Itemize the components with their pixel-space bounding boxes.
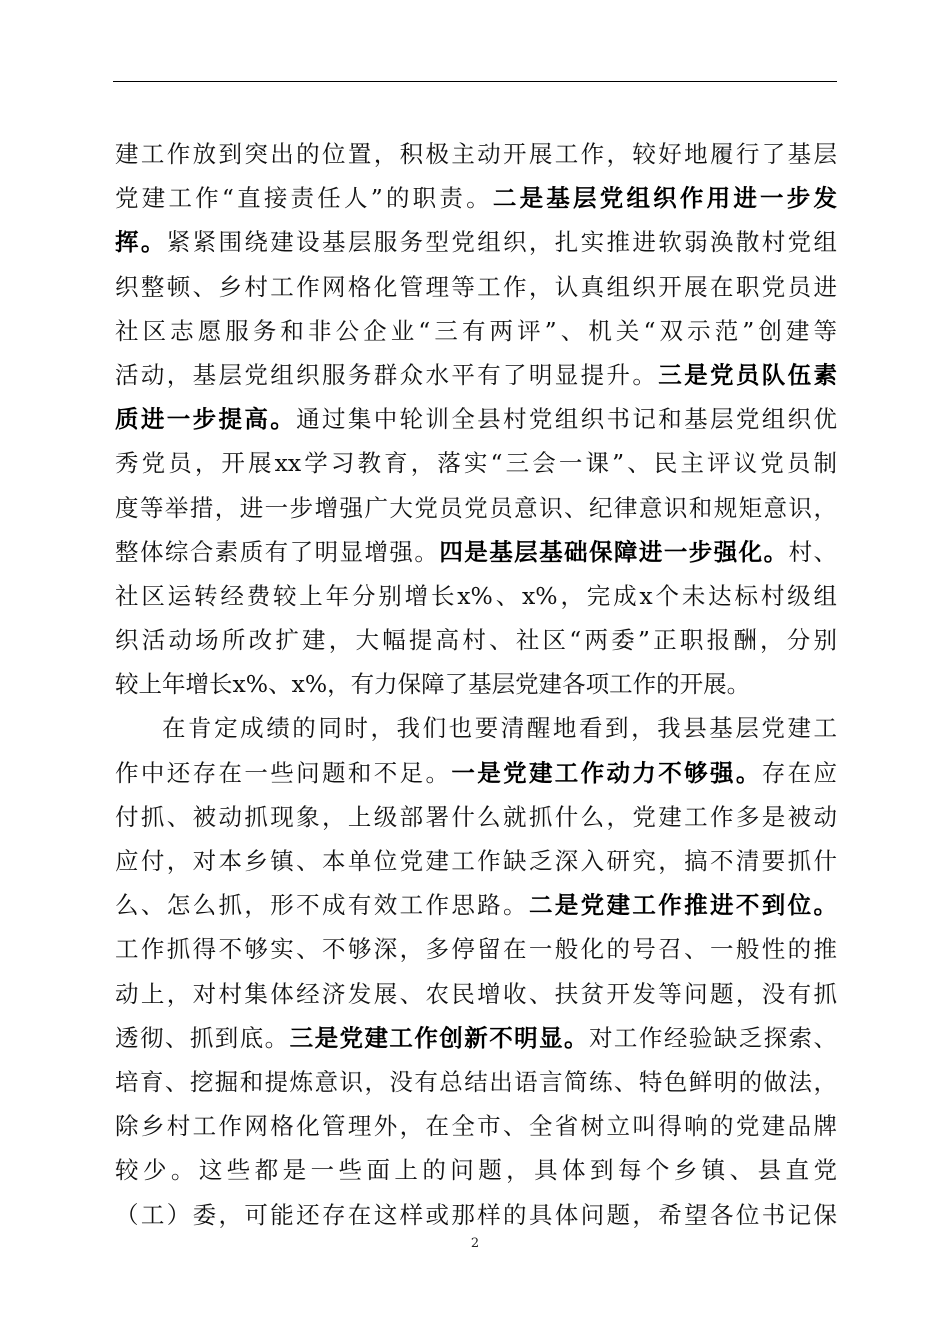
text-line <box>115 574 837 618</box>
text-run: 度等举措，进一步增强广大党员党员意识、纪律意识和规矩意识， <box>115 493 837 522</box>
text-line <box>115 795 837 839</box>
text-run: 党建工作“直接责任人”的职责。 <box>115 184 493 213</box>
text-run: 较上年增长x%、x%，有力保障了基层党建各项工作的开展。 <box>115 670 751 699</box>
text-run: 存在应 <box>761 758 838 787</box>
text-run: 作中还存在一些问题和不足。 <box>115 758 452 787</box>
text-line <box>115 353 837 397</box>
bold-heading-run: 二是党建工作推进不到位。 <box>528 891 838 920</box>
text-line <box>115 618 837 662</box>
bold-heading-run: 三是党建工作创新不明显。 <box>289 1023 589 1052</box>
text-line <box>115 839 837 883</box>
text-line <box>115 397 837 441</box>
text-run: 应付，对本乡镇、本单位党建工作缺乏深入研究，搞不清要抓什 <box>115 847 837 875</box>
page-number: 2 <box>470 1236 480 1251</box>
bold-heading-run: 二是基层党组织作用进一步发 <box>492 184 837 213</box>
text-run: 通过集中轮训全县村党组织书记和基层党组织优 <box>296 405 838 434</box>
text-line <box>115 220 837 264</box>
text-run: 社区运转经费较上年分别增长x%、x%，完成x个未达标村级组 <box>115 581 837 610</box>
text-run: 整体综合素质有了明显增强。 <box>115 537 440 566</box>
text-line <box>115 1060 837 1104</box>
text-line <box>115 1016 837 1060</box>
bold-heading-run: 三是党员队伍素 <box>658 360 838 389</box>
text-run: 么、怎么抓，形不成有效工作思路。 <box>115 891 529 920</box>
text-line <box>115 1193 837 1237</box>
text-run: （工）委，可能还存在这样或那样的具体问题，希望各位书记保 <box>115 1200 837 1229</box>
text-line <box>115 441 837 485</box>
text-run: 秀党员，开展xx学习教育，落实“三会一课”、民主评议党员制 <box>115 449 837 478</box>
text-run: 付抓、被动抓现象，上级部署什么就抓什么，党建工作多是被动 <box>115 802 837 831</box>
text-line <box>115 1104 837 1148</box>
header-rule <box>113 81 837 82</box>
text-run: 织整顿、乡村工作网格化管理等工作，认真组织开展在职党员进 <box>115 272 837 301</box>
text-run: 动上，对村集体经济发展、农民增收、扶贫开发等问题，没有抓 <box>115 979 837 1008</box>
text-run: 工作抓得不够实、不够深，多停留在一般化的号召、一般性的推 <box>115 935 837 964</box>
text-run: 除乡村工作网格化管理外，在全市、全省树立叫得响的党建品牌 <box>115 1112 837 1141</box>
paragraph-problems <box>115 706 837 1236</box>
text-line <box>115 176 837 220</box>
paragraph-achievements <box>115 132 837 706</box>
text-line <box>115 530 837 574</box>
text-run: 培育、挖掘和提炼意识，没有总结出语言简练、特色鲜明的做法， <box>115 1067 837 1096</box>
text-line <box>115 662 837 706</box>
text-run: 活动，基层党组织服务群众水平有了明显提升。 <box>115 360 659 389</box>
text-line <box>115 706 837 750</box>
text-line <box>115 883 837 927</box>
text-line <box>115 309 837 353</box>
bold-heading-run: 一是党建工作动力不够强。 <box>451 758 762 787</box>
text-run: 较少。这些都是一些面上的问题，具体到每个乡镇、县直党 <box>115 1156 837 1185</box>
text-run: 织活动场所改扩建，大幅提高村、社区“两委”正职报酬，分别 <box>115 626 837 655</box>
text-line <box>115 1148 837 1192</box>
text-run: 对工作经验缺乏探索、 <box>588 1023 838 1052</box>
text-line <box>115 132 837 176</box>
text-run: 村、 <box>788 537 838 566</box>
text-line <box>115 927 837 971</box>
text-line <box>115 486 837 530</box>
text-run: 在肯定成绩的同时，我们也要清醒地看到，我县基层党建工 <box>162 714 837 743</box>
text-run: 紧紧围绕建设基层服务型党组织，扎实推进软弱涣散村党组 <box>166 228 838 257</box>
bold-heading-run: 四是基层基础保障进一步强化。 <box>439 537 789 566</box>
text-line <box>115 972 837 1016</box>
text-line <box>115 751 837 795</box>
text-run: 透彻、抓到底。 <box>115 1023 290 1052</box>
document-body <box>115 132 837 1237</box>
text-line <box>115 265 837 309</box>
text-run: 建工作放到突出的位置，积极主动开展工作，较好地履行了基层 <box>115 140 837 168</box>
bold-heading-run: 质进一步提高。 <box>115 405 297 434</box>
bold-heading-run: 挥。 <box>115 228 167 257</box>
text-run: 社区志愿服务和非公企业“三有两评”、机关“双示范”创建等 <box>115 316 837 345</box>
